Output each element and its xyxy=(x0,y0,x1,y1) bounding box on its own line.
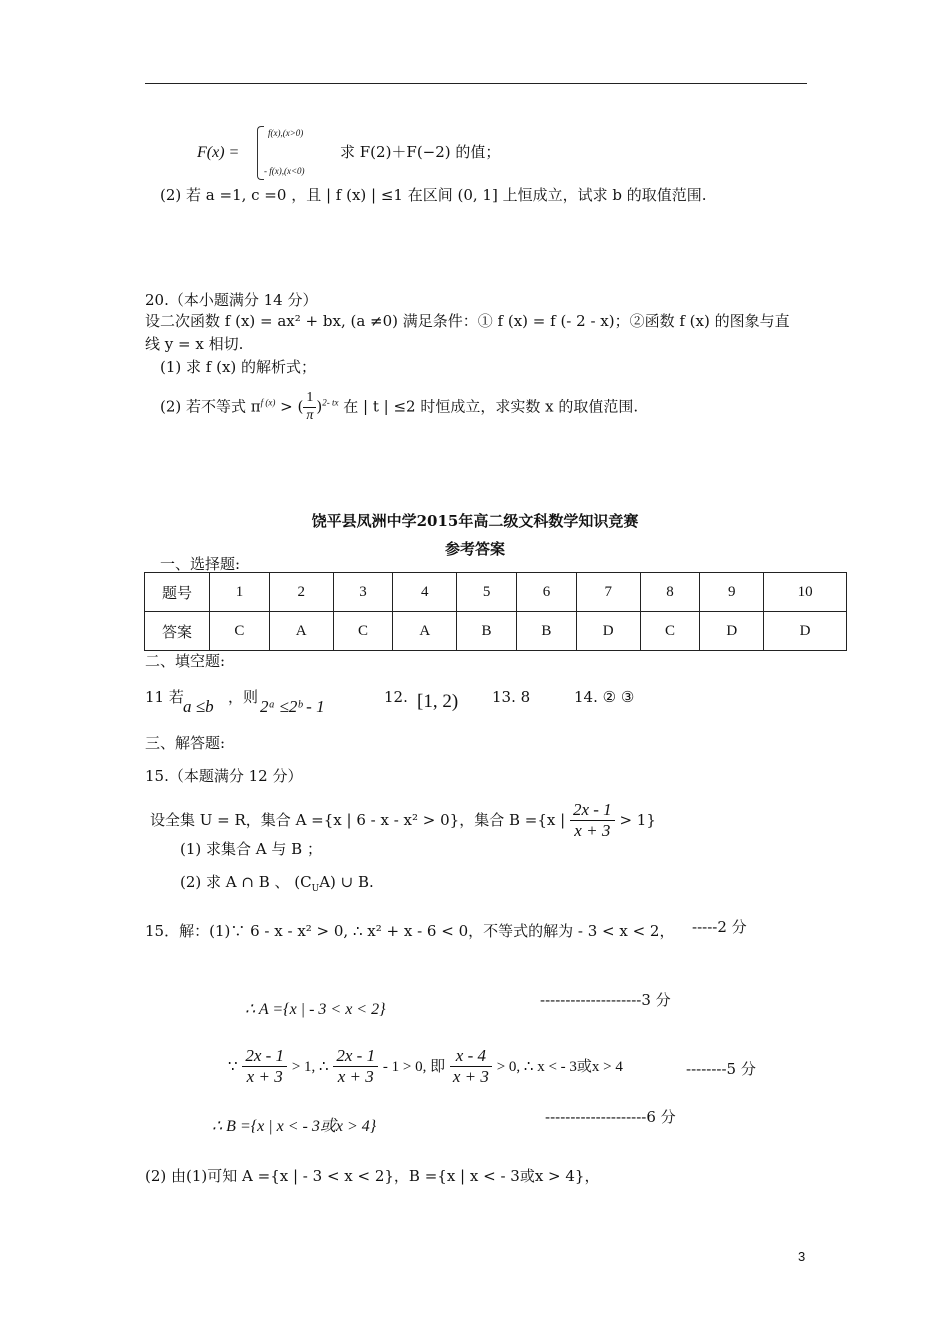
table-cell: C xyxy=(333,612,393,651)
solution-line3-a: ∵ xyxy=(228,1056,238,1075)
table-cell: 10 xyxy=(764,573,847,612)
table-cell: 4 xyxy=(393,573,457,612)
answer-subtitle: 参考答案 xyxy=(444,540,505,558)
table-cell: 1 xyxy=(210,573,270,612)
piecewise-case-1: f(x),(x>0) xyxy=(268,128,304,138)
solution-frac-2 xyxy=(333,1046,378,1088)
solution-frac-2-den: x + 3 xyxy=(337,1067,374,1087)
piecewise-lhs: F(x) = xyxy=(197,144,240,161)
piecewise-brace xyxy=(257,126,264,180)
table-cell: A xyxy=(269,612,333,651)
q15-part2-sub: U xyxy=(311,884,320,894)
solution-line2: ∴ A ={x | - 3 < x < 2} xyxy=(245,1001,386,1018)
table-head-answer: 答案 xyxy=(145,612,210,651)
solution-line4-score: --------------------6 分 xyxy=(545,1108,676,1126)
q14-answer: 14. ② ③ xyxy=(574,688,635,706)
q20-part2-c: ) xyxy=(316,397,323,416)
table-cell: B xyxy=(457,612,517,651)
table-cell: 3 xyxy=(333,573,393,612)
table-head-number: 题号 xyxy=(145,573,210,612)
table-cell: C xyxy=(640,612,700,651)
table-cell: 7 xyxy=(576,573,640,612)
q20-part2-exp2: 2- tx xyxy=(322,397,339,408)
q20-line1: 设二次函数 f (x) = ax² + bx, (a ≠0) 满足条件：① f (x) = f (- 2 - x)；②函数 f (x) 的图象与直 xyxy=(145,312,790,330)
piecewise-case-2: - f(x),(x<0) xyxy=(264,166,305,176)
solution-line2-score: --------------------3 分 xyxy=(540,991,671,1009)
q15-part1: (1) 求集合 A 与 B ； xyxy=(180,840,322,858)
solution-frac-1-den: x + 3 xyxy=(246,1067,283,1087)
solution-line3 xyxy=(228,1046,623,1088)
solution-line3-d: > 0, ∴ x < - 3或x > 4 xyxy=(496,1058,623,1075)
q20-part2 xyxy=(160,390,638,425)
section3-label: 三、解答题: xyxy=(145,734,226,752)
q20-header: 20.（本小题满分 14 分） xyxy=(145,291,318,309)
q15-frac-den: x + 3 xyxy=(574,821,611,841)
table-cell: 2 xyxy=(269,573,333,612)
table-cell: B xyxy=(517,612,577,651)
solution-frac-3-den: x + 3 xyxy=(452,1067,489,1087)
table-cell: C xyxy=(210,612,270,651)
q15-stem-fraction xyxy=(570,800,615,842)
solution-line3-score: --------5 分 xyxy=(686,1060,756,1078)
q13-answer: 13. 8 xyxy=(492,688,531,706)
q15-stem xyxy=(150,800,656,842)
table-cell: D xyxy=(576,612,640,651)
header-rule xyxy=(145,83,807,84)
q20-fraction xyxy=(303,390,316,425)
section1-label: 一、选择题: xyxy=(160,555,241,573)
q15-frac-num: 2x - 1 xyxy=(570,800,615,821)
solution-line4: ∴ B ={x | x < - 3或x > 4} xyxy=(212,1118,377,1135)
solution-line3-b: > 1, ∴ xyxy=(291,1058,329,1075)
q20-frac-num: 1 xyxy=(303,390,316,408)
page-number: 3 xyxy=(798,1249,806,1264)
answer-table xyxy=(144,572,847,651)
q19-part2: (2) 若 a =1, c =0 ，且 | f (x) | ≤1 在区间 (0, 1] 上恒成立，试求 b 的取值范围. xyxy=(160,186,707,204)
solution-frac-1-num: 2x - 1 xyxy=(242,1046,287,1067)
q15-stem-a: 设全集 U = R，集合 A ={x | 6 - x - x² > 0}，集合 B ={x | xyxy=(150,810,566,829)
q15-header: 15.（本题满分 12 分） xyxy=(145,767,303,785)
solution-line1: 15．解：(1)∵ 6 - x - x² > 0, ∴ x² + x - 6 < 0，不等式的解为 - 3 < x < 2， xyxy=(145,922,675,940)
table-cell: 8 xyxy=(640,573,700,612)
solution-frac-2-num: 2x - 1 xyxy=(333,1046,378,1067)
solution-line1-score: -----2 分 xyxy=(692,918,747,936)
solution-frac-3-num: x - 4 xyxy=(450,1046,492,1067)
solution-frac-3 xyxy=(450,1046,492,1088)
q20-part2-b: > ( xyxy=(275,397,304,416)
table-cell: D xyxy=(764,612,847,651)
table-cell: 9 xyxy=(700,573,764,612)
answer-title: 饶平县凤洲中学2015年高二级文科数学知识竞赛 xyxy=(311,512,639,530)
table-cell: A xyxy=(393,612,457,651)
table-cell: 5 xyxy=(457,573,517,612)
q20-frac-den: π xyxy=(306,407,314,423)
solution-line3-c: - 1 > 0, 即 xyxy=(382,1058,446,1075)
q11-label: 11 若 xyxy=(145,688,184,706)
solution-line5: (2) 由(1)可知 A ={x | - 3 < x < 2}，B ={x | x < - 3或x > 4}， xyxy=(145,1167,600,1185)
q20-part2-d: 在 | t | ≤2 时恒成立，求实数 x 的取值范围. xyxy=(338,397,639,416)
q20-part1: (1) 求 f (x) 的解析式； xyxy=(160,358,317,376)
q11-result: 2ᵃ ≤2ᵇ - 1 xyxy=(260,697,325,716)
q11-then: ，则 xyxy=(228,688,259,706)
q11-condition: a ≤b xyxy=(183,697,214,716)
q12-label: 12. xyxy=(384,688,408,706)
q12-answer: [1, 2) xyxy=(417,691,459,712)
table-cell: 6 xyxy=(517,573,577,612)
piecewise-text: 求 F(2)＋F(−2) 的值； xyxy=(340,143,501,161)
section2-label: 二、填空题: xyxy=(145,652,226,670)
q20-part2-exp1: f (x) xyxy=(260,397,276,408)
table-cell: D xyxy=(700,612,764,651)
table-row-numbers xyxy=(145,573,847,612)
q20-line2: 线 y = x 相切. xyxy=(145,335,244,353)
q15-stem-b: > 1} xyxy=(619,810,656,829)
q15-part2 xyxy=(180,873,374,895)
q15-part2-a: (2) 求 A ∩ B 、 (C xyxy=(180,873,312,891)
q20-part2-a: (2) 若不等式 π xyxy=(160,397,261,416)
table-row-answers xyxy=(145,612,847,651)
solution-frac-1 xyxy=(242,1046,287,1088)
q15-part2-end: A) ∪ B. xyxy=(319,873,374,891)
